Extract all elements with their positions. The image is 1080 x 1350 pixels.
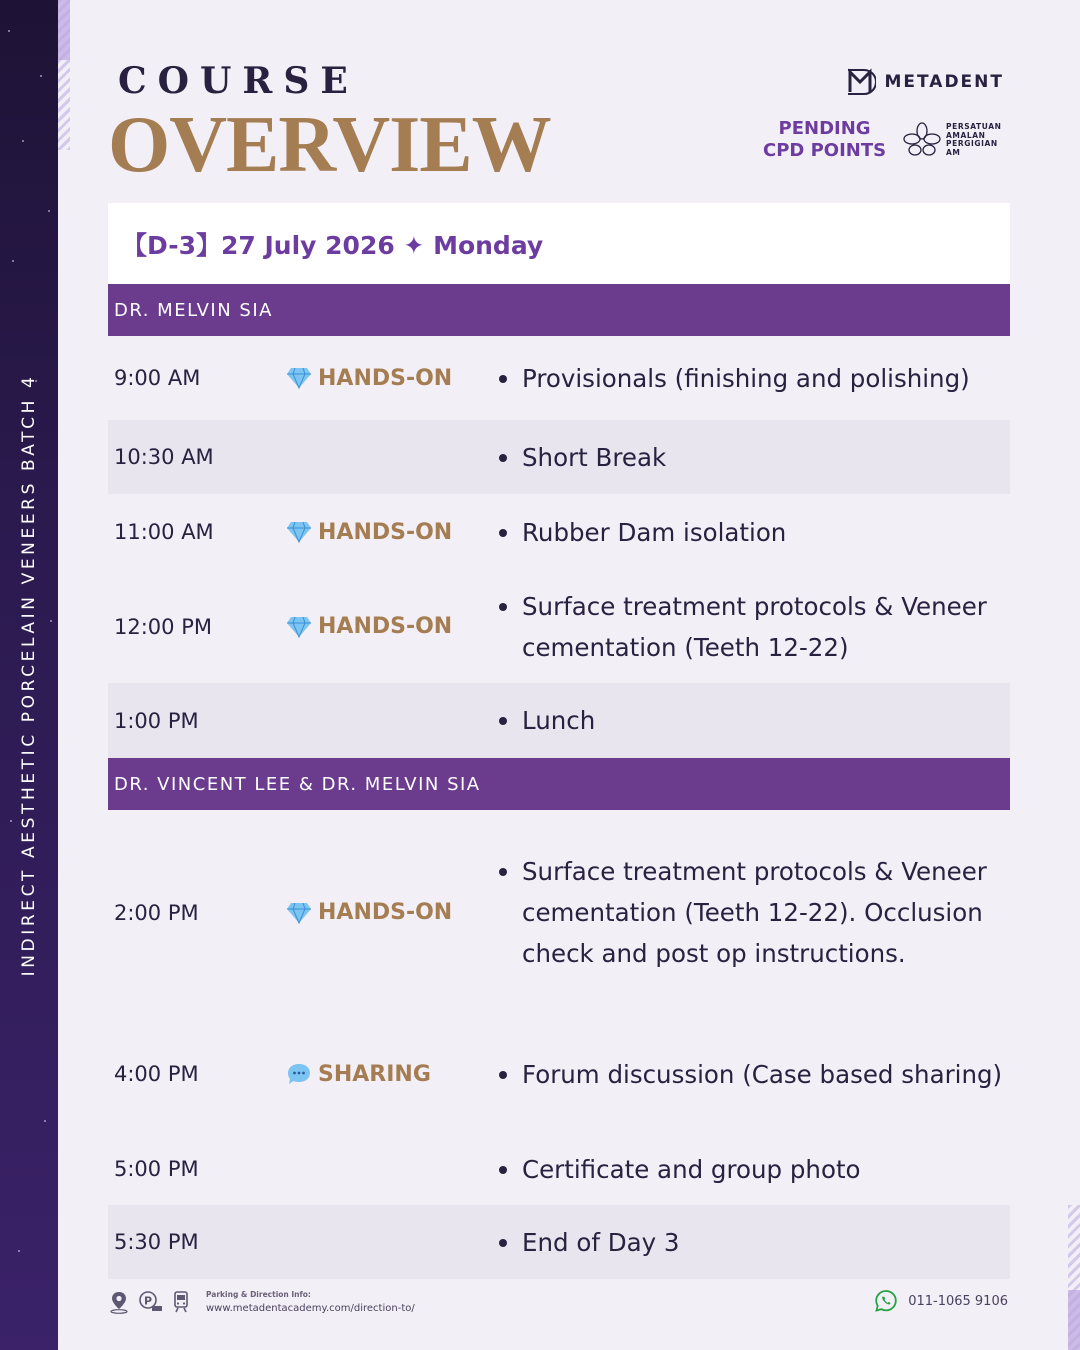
train-icon	[172, 1290, 190, 1314]
time-label: 4:00 PM	[114, 1062, 199, 1086]
session-description	[496, 586, 1010, 668]
association-name	[946, 123, 1001, 157]
date-header: 【D-3】27 July 2026 ✦ Monday	[108, 203, 1010, 284]
location-pin-icon	[108, 1290, 130, 1314]
session-tag-label: SHARING	[318, 1061, 431, 1087]
description-text: Short Break	[522, 442, 667, 472]
description-text: End of Day 3	[522, 1227, 680, 1257]
cpd-line-2: CPD POINTS	[763, 140, 887, 161]
description-text: Rubber Dam isolation	[522, 517, 787, 547]
time-label: 2:00 PM	[114, 900, 199, 925]
schedule-row	[108, 336, 1010, 420]
brand-logo-group	[844, 66, 1004, 98]
description-text: Lunch	[522, 706, 596, 735]
title-course: COURSE	[118, 60, 359, 102]
schedule-row	[108, 1015, 1010, 1133]
direction-label: Parking & Direction Info:	[206, 1290, 311, 1299]
flower-emblem-icon	[902, 122, 942, 158]
diamond-icon	[286, 521, 312, 543]
time-label: 1:00 PM	[114, 708, 199, 733]
speaker-header: DR. VINCENT LEE & DR. MELVIN SIA	[108, 758, 1010, 810]
brand-name: METADENT	[884, 72, 1004, 92]
session-tag-label: HANDS-ON	[318, 365, 453, 391]
decor-bar-top	[58, 0, 70, 60]
schedule-row	[108, 570, 1010, 683]
description-text: Certificate and group photo	[522, 1154, 861, 1184]
diamond-icon	[286, 367, 312, 389]
session-description	[496, 1149, 1010, 1190]
session-tag	[286, 614, 496, 639]
session-tag	[286, 366, 496, 391]
schedule-row	[108, 683, 1010, 758]
footer-contact	[874, 1289, 1008, 1313]
association-line: AMALAN	[946, 130, 986, 140]
cpd-line-1: PENDING	[778, 118, 871, 139]
time-label: 12:00 PM	[114, 614, 212, 639]
schedule-row	[108, 1205, 1010, 1279]
cpd-badge	[763, 118, 886, 162]
time-label: 5:00 PM	[114, 1157, 199, 1181]
decor-bar-right	[1068, 1290, 1080, 1350]
session-description	[496, 1222, 1010, 1263]
schedule-table	[108, 203, 1010, 1279]
description-text: Surface treatment protocols & Veneer cementation (Teeth 12-22). Occlusion check and post op instructions.	[522, 857, 987, 968]
direction-info	[206, 1288, 415, 1316]
time-label: 5:30 PM	[114, 1230, 199, 1254]
association-logo	[902, 122, 1001, 158]
phone-number[interactable]: 011-1065 9106	[908, 1293, 1008, 1309]
footer-directions	[108, 1288, 415, 1316]
description-text: Forum discussion (Case based sharing)	[522, 1059, 1003, 1089]
schedule-row	[108, 1133, 1010, 1205]
session-tag-label: HANDS-ON	[318, 900, 453, 925]
session-description	[496, 437, 1010, 478]
association-line: PERSATUAN	[946, 122, 1002, 131]
session-tag	[286, 1062, 496, 1087]
metadent-logo-icon	[844, 66, 876, 98]
direction-link[interactable]: www.metadentacademy.com/direction-to/	[206, 1303, 415, 1314]
description-text: Surface treatment protocols & Veneer cementation (Teeth 12-22)	[522, 591, 987, 662]
session-tag-label: HANDS-ON	[318, 519, 453, 545]
association-line: PERGIGIAN	[946, 139, 998, 148]
whatsapp-icon	[874, 1289, 898, 1313]
title-overview: OVERVIEW	[108, 101, 551, 189]
session-tag	[286, 900, 496, 925]
time-label: 9:00 AM	[114, 366, 201, 390]
schedule-row	[108, 494, 1010, 570]
speaker-header: DR. MELVIN SIA	[108, 284, 1010, 336]
session-description	[496, 512, 1010, 553]
sidebar	[0, 0, 58, 1350]
session-description	[496, 358, 1010, 399]
session-description	[496, 851, 1010, 974]
session-description	[496, 700, 1010, 741]
schedule-row	[108, 810, 1010, 1015]
session-tag	[286, 520, 496, 545]
diamond-icon	[286, 902, 312, 924]
time-label: 10:30 AM	[114, 445, 214, 469]
diamond-icon	[286, 616, 312, 638]
parking-icon	[138, 1290, 164, 1314]
svg-text:P: P	[143, 1294, 153, 1308]
session-tag-label: HANDS-ON	[318, 614, 453, 639]
schedule-row	[108, 420, 1010, 494]
speech-bubble-icon	[286, 1062, 312, 1086]
time-label: 11:00 AM	[114, 520, 214, 544]
description-text: Provisionals (finishing and polishing)	[522, 363, 970, 393]
session-description	[496, 1054, 1010, 1095]
association-line: AM	[946, 147, 961, 157]
course-name-vertical: INDIRECT AESTHETIC PORCELAIN VENEERS BATCH 4	[19, 373, 39, 977]
